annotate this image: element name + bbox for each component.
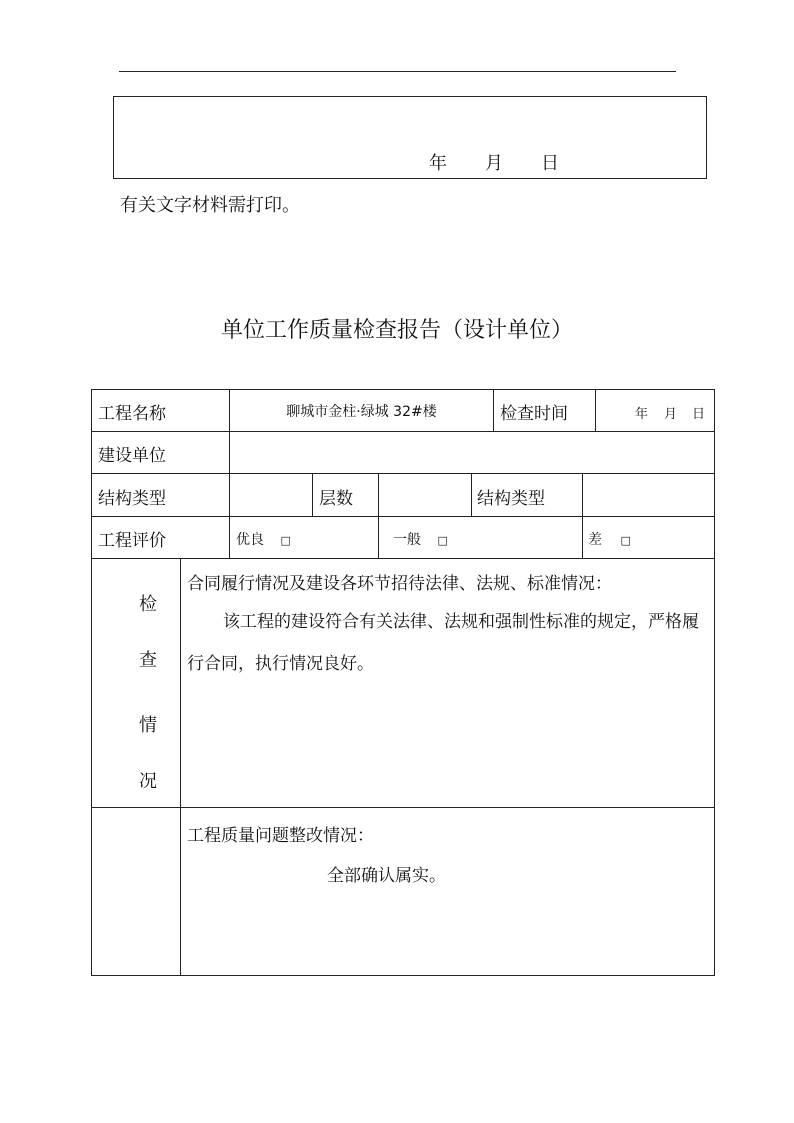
signature-date-box bbox=[113, 96, 707, 179]
checkbox-icon[interactable]: □ bbox=[437, 534, 448, 547]
builder-label: 建设单位 bbox=[98, 446, 166, 466]
floors-label: 层数 bbox=[319, 489, 353, 509]
project-name-value: 聊城市金柱·绿城 32#楼 bbox=[286, 404, 437, 420]
check-time-year: 年 bbox=[635, 407, 649, 422]
evaluation-option-label: 优良 bbox=[236, 532, 264, 548]
inspection-body: 该工程的建设符合有关法律、法规和强制性标准的规定，严格履行合同，执行情况良好。 bbox=[187, 612, 699, 674]
checkbox-icon[interactable]: □ bbox=[280, 534, 291, 547]
evaluation-option-excellent[interactable] bbox=[236, 529, 291, 549]
check-time-month: 月 bbox=[664, 407, 678, 422]
date-day-label: 日 bbox=[541, 153, 559, 174]
inspection-report-table bbox=[91, 389, 715, 976]
evaluation-option-label: 差 bbox=[588, 532, 602, 548]
structure-type-label-2: 结构类型 bbox=[477, 489, 545, 509]
inspection-label-char: 情 bbox=[139, 715, 157, 736]
check-time-day: 日 bbox=[692, 407, 706, 422]
check-time-label: 检查时间 bbox=[500, 404, 568, 424]
date-year-label: 年 bbox=[429, 153, 447, 174]
project-name-label: 工程名称 bbox=[98, 404, 166, 424]
evaluation-label: 工程评价 bbox=[98, 531, 166, 551]
checkbox-icon[interactable]: □ bbox=[620, 534, 631, 547]
rectify-heading: 工程质量问题整改情况： bbox=[187, 826, 374, 846]
report-title: 单位工作质量检查报告（设计单位） bbox=[220, 318, 573, 343]
inspection-heading: 合同履行情况及建设各环节招待法律、法规、标准情况： bbox=[187, 574, 612, 594]
date-month-label: 月 bbox=[485, 153, 503, 174]
evaluation-option-poor[interactable] bbox=[588, 529, 631, 549]
inspection-label-char: 况 bbox=[139, 771, 157, 792]
rectify-body: 全部确认属实。 bbox=[327, 866, 446, 886]
top-divider bbox=[119, 71, 676, 72]
inspection-label-char: 查 bbox=[139, 650, 157, 671]
print-note: 有关文字材料需打印。 bbox=[120, 195, 300, 216]
evaluation-option-label: 一般 bbox=[393, 532, 421, 548]
evaluation-option-average[interactable] bbox=[393, 529, 448, 549]
structure-type-label: 结构类型 bbox=[98, 489, 166, 509]
inspection-label-char: 检 bbox=[139, 594, 157, 615]
